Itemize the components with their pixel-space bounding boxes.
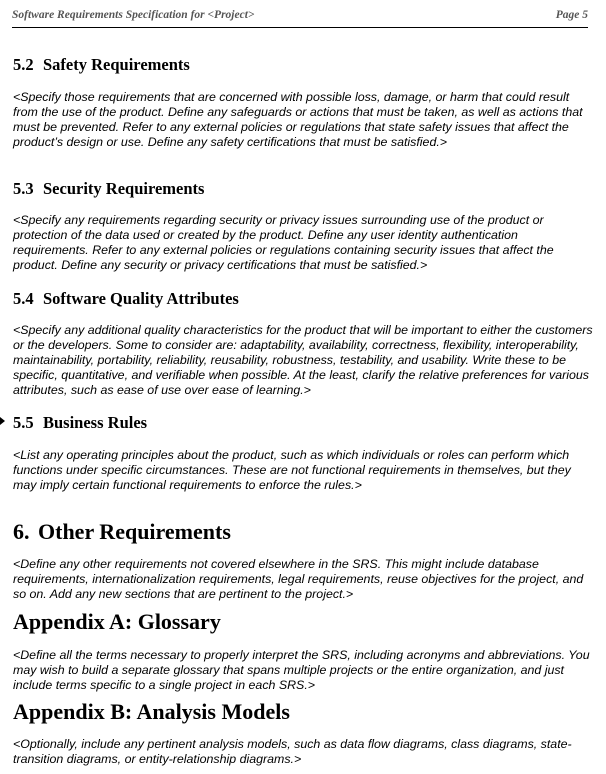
appendix-a-glossary-text: <Define all the terms necessary to properly interpret the SRS, including acronyms and abbreviations. You may wish to build a separate glossary that spans multiple projects or the entire organization, and just include terms specific to a single project in each SRS.> bbox=[13, 648, 590, 692]
header-rule bbox=[12, 27, 588, 28]
appendix-b-analysis-models-text: <Optionally, include any pertinent analysis models, such as data flow diagrams, class diagrams, state-transition diagrams, or entity-relationship diagrams.> bbox=[13, 737, 572, 766]
software-quality-attributes-text: <Specify any additional quality characteristics for the product that will be important to either the customers or the developers. Some to consider are: adaptability, availability, correctness, flexibility, interoperability, maintainability, portability, reliability, reusability, robustness, testability, and usability. Write these to be specific, quantitative, and verifiable when possible. At the least, clarify the relative preferences for various attributes, such as ease of use over ease of learning.> bbox=[13, 323, 593, 397]
security-requirements-text: <Specify any requirements regarding security or privacy issues surrounding use of the product or protection of the data used or created by the product. Define any user identity authentication requirements. Refer to any external policies or regulations containing security issues that affect the product. Define any security or privacy certifications that must be satisfied.> bbox=[13, 213, 554, 272]
change-marker-icon bbox=[0, 417, 5, 425]
section-title: Safety Requirements bbox=[43, 55, 190, 74]
heading-software-quality-attributes bbox=[13, 289, 239, 309]
section-title: Software Quality Attributes bbox=[43, 289, 239, 308]
header-page-number: Page 5 bbox=[555, 9, 588, 21]
heading-other-requirements bbox=[13, 519, 231, 545]
heading-safety-requirements bbox=[13, 55, 190, 75]
section-number: 6. bbox=[13, 519, 30, 544]
section-title: Business Rules bbox=[43, 413, 148, 432]
heading-business-rules bbox=[13, 413, 147, 433]
section-title: Other Requirements bbox=[38, 519, 231, 544]
page-header bbox=[12, 9, 588, 25]
safety-requirements-text: <Specify those requirements that are concerned with possible loss, damage, or harm that could result from the use of the product. Define any safeguards or actions that must be taken, as well as actions that must be prevented. Refer to any external policies or regulations that state safety issues that affect the product’s design or use. Define any safety certifications that must be satisfied.> bbox=[13, 90, 583, 149]
section-number: 5.2 bbox=[13, 55, 34, 74]
heading-appendix-b-analysis-models: Appendix B: Analysis Models bbox=[13, 699, 290, 724]
heading-security-requirements bbox=[13, 179, 204, 199]
section-number: 5.5 bbox=[13, 413, 34, 432]
header-doc-title: Software Requirements Specification for <Project> bbox=[12, 9, 255, 21]
heading-appendix-a-glossary: Appendix A: Glossary bbox=[13, 609, 221, 634]
other-requirements-text: <Define any other requirements not covered elsewhere in the SRS. This might include database requirements, internationalization requirements, legal requirements, reuse objectives for the project, and so on. Add any new sections that are pertinent to the project.> bbox=[13, 557, 584, 601]
section-number: 5.3 bbox=[13, 179, 34, 198]
section-number: 5.4 bbox=[13, 289, 34, 308]
business-rules-text: <List any operating principles about the product, such as which individuals or roles can perform which functions under specific circumstances. These are not functional requirements in themselves, but they may imply certain functional requirements to enforce the rules.> bbox=[13, 448, 571, 492]
section-title: Security Requirements bbox=[43, 179, 205, 198]
